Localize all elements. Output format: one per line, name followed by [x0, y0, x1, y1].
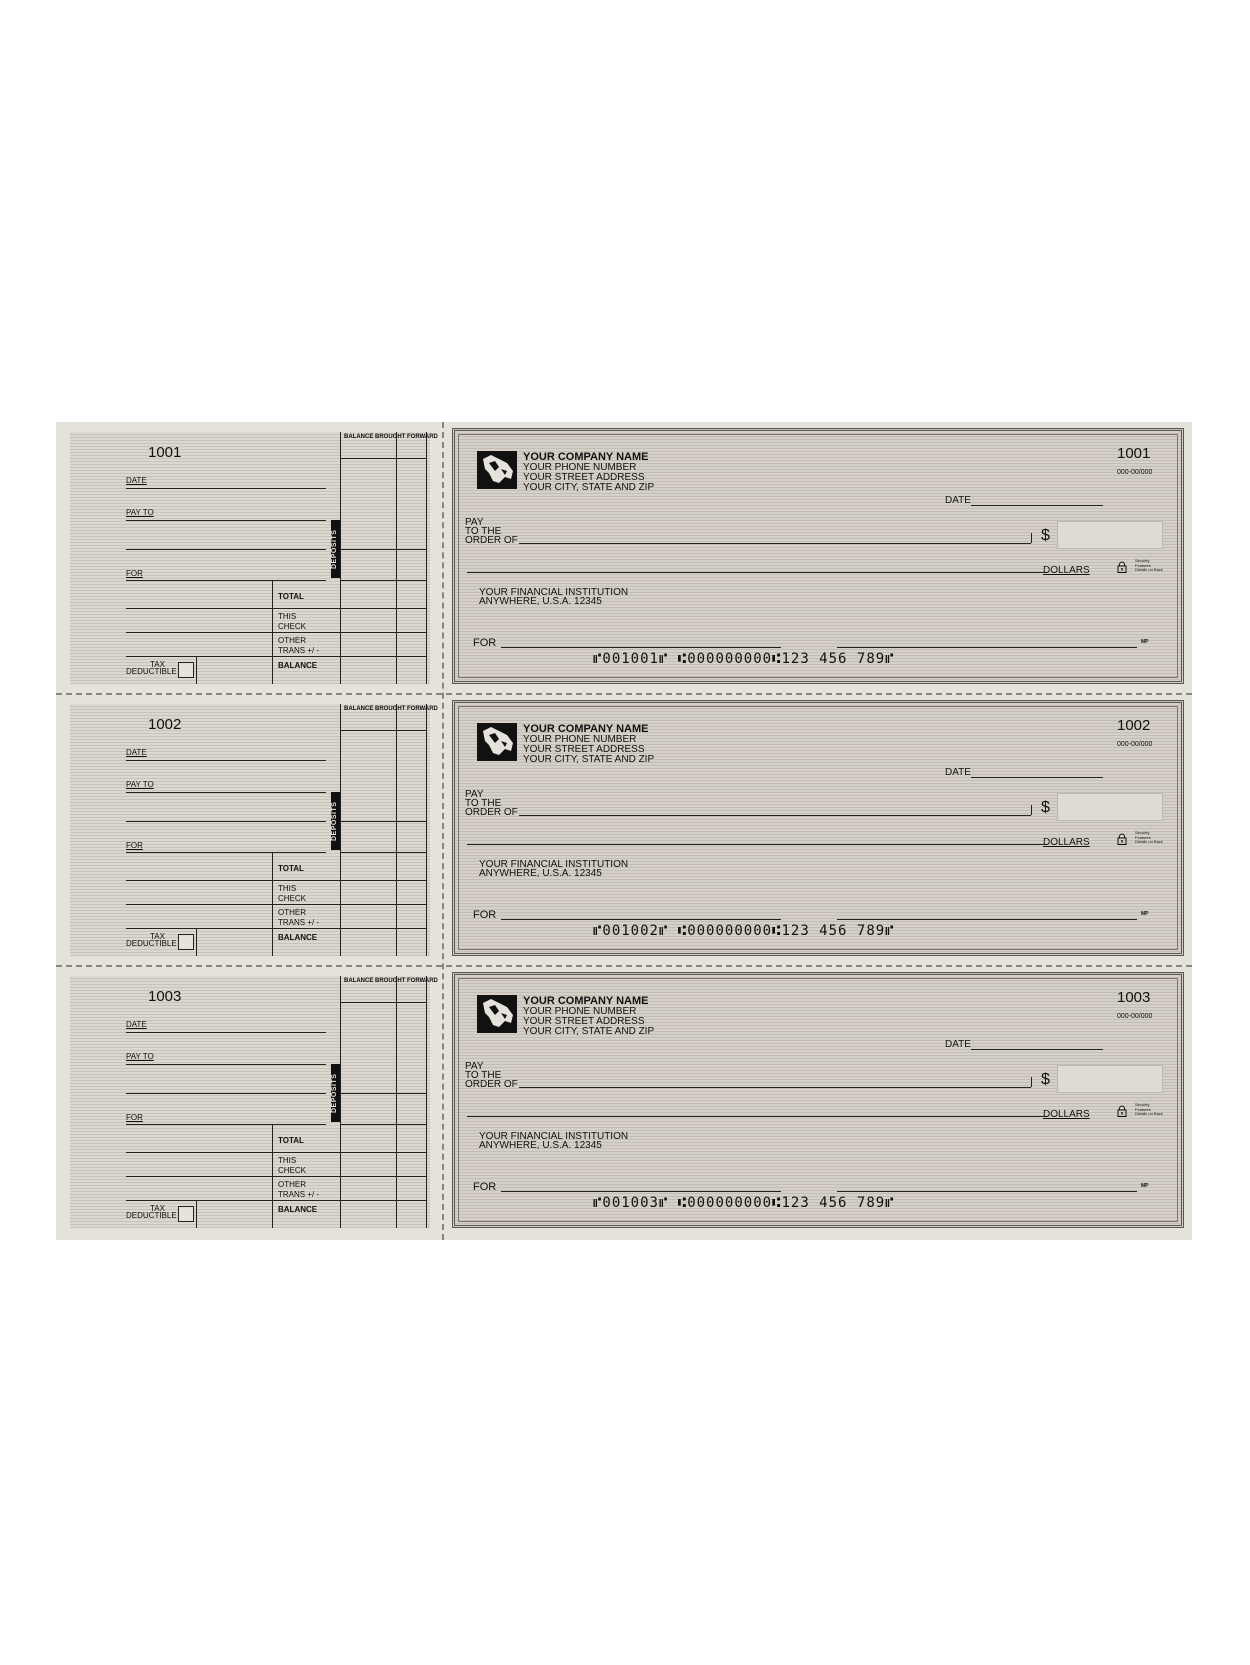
stub-payto-label: PAY TO: [126, 508, 154, 517]
check-number: 1003: [1117, 989, 1151, 1006]
ledger-col-mid: [396, 704, 397, 956]
ledger-line-2: [340, 821, 426, 822]
company-phone: YOUR PHONE NUMBER: [523, 734, 637, 745]
stub-thischeck-line: [272, 632, 426, 633]
company-phone: YOUR PHONE NUMBER: [523, 1006, 637, 1017]
stub-date-label: DATE: [126, 1020, 147, 1029]
deposits-label: DEPOSITS: [331, 520, 340, 578]
stub-payto-label: PAY TO: [126, 1052, 154, 1061]
amount-box[interactable]: [1057, 793, 1163, 821]
stub-payto-line-2: [126, 1093, 326, 1094]
stub-date-label: DATE: [126, 748, 147, 757]
stub-deductible-label: DEDUCTIBLE: [126, 667, 177, 676]
routing-fraction: 000-00/000: [1117, 469, 1153, 476]
bank-location: ANYWHERE, U.S.A. 12345: [479, 868, 602, 879]
micr-line: ⑈001003⑈ ⑆000000000⑆123 456 789⑈: [593, 1195, 895, 1211]
dollar-sign: $: [1041, 799, 1050, 816]
company-city: YOUR CITY, STATE AND ZIP: [523, 754, 655, 765]
pay-label-2: TO THE: [465, 1070, 502, 1081]
dollars-label: DOLLARS: [1043, 1109, 1090, 1120]
deposits-label: DEPOSITS: [331, 1064, 340, 1122]
memo-line[interactable]: [501, 919, 781, 920]
dollar-sign: $: [1041, 1071, 1050, 1088]
stub-total-line: [272, 608, 426, 609]
stub-trans-label: TRANS +/ -: [278, 1190, 320, 1199]
stub-check-number: 1001: [148, 444, 182, 461]
company-city: YOUR CITY, STATE AND ZIP: [523, 482, 655, 493]
amount-words-line[interactable]: [467, 1116, 1047, 1117]
deposits-label: DEPOSITS: [331, 792, 340, 850]
stub-this-label: THIS: [278, 884, 297, 893]
check-row-2: [56, 694, 1192, 966]
stub-balance-label: BALANCE: [278, 1205, 318, 1214]
pay-label-2: TO THE: [465, 798, 502, 809]
lock-icon: [1117, 1105, 1127, 1117]
stub-deductible-label: DEDUCTIBLE: [126, 1211, 177, 1220]
stub-payto-label: PAY TO: [126, 780, 154, 789]
date-label: DATE: [945, 495, 971, 506]
memo-line[interactable]: [501, 647, 781, 648]
stub-other-label: OTHER: [278, 636, 306, 645]
stub-thischeck-line: [272, 1176, 426, 1177]
stub-label-divider: [272, 580, 273, 684]
balance-forward-label: BALANCE BROUGHT FORWARD: [344, 978, 438, 984]
stub-other-label: OTHER: [278, 908, 306, 917]
check-sheet: [56, 422, 1192, 1240]
mp-mark: MP: [1141, 911, 1149, 917]
stub-line-c: [126, 1200, 272, 1201]
balance-forward-label: BALANCE BROUGHT FORWARD: [344, 434, 438, 440]
amount-box[interactable]: [1057, 521, 1163, 549]
routing-fraction: 000-00/000: [1117, 1013, 1153, 1020]
pay-label-1: PAY: [465, 517, 484, 528]
micr-line: ⑈001001⑈ ⑆000000000⑆123 456 789⑈: [593, 651, 895, 667]
stub-balance-label: BALANCE: [278, 933, 318, 942]
stub-payto-line-2: [126, 821, 326, 822]
pay-label-3: ORDER OF: [465, 807, 518, 818]
payee-line[interactable]: [519, 815, 1031, 816]
stub-date-label: DATE: [126, 476, 147, 485]
stub-line-b: [126, 1176, 272, 1177]
stub-line-a: [126, 608, 272, 609]
stub-line-b: [126, 904, 272, 905]
security-features-text: Security Features Details on Back: [1135, 1102, 1163, 1116]
ledger-col-left: [340, 432, 341, 684]
stub-check-number: 1003: [148, 988, 182, 1005]
payee-line-end: [1031, 1077, 1032, 1087]
tax-deductible-checkbox[interactable]: [178, 1206, 194, 1222]
ledger-line-2: [340, 1093, 426, 1094]
stub-tax-divider: [196, 1200, 197, 1228]
stub-date-line: [126, 1032, 326, 1033]
stub-check-label: CHECK: [278, 622, 307, 631]
company-name: YOUR COMPANY NAME: [523, 451, 649, 463]
check-stub: [70, 704, 438, 956]
check-number: 1001: [1117, 445, 1151, 462]
ledger-line-1: [340, 458, 426, 459]
company-street: YOUR STREET ADDRESS: [523, 744, 645, 755]
stub-for-label: FOR: [126, 841, 143, 850]
stub-date-line: [126, 760, 326, 761]
stub-othertrans-line: [272, 1200, 426, 1201]
stub-for-line: [126, 580, 326, 581]
company-street: YOUR STREET ADDRESS: [523, 472, 645, 483]
stub-total-label: TOTAL: [278, 1136, 304, 1145]
stub-tax-label: TAX: [150, 660, 165, 669]
ledger-col-right: [426, 432, 427, 684]
payee-line-end: [1031, 533, 1032, 543]
stub-trans-label: TRANS +/ -: [278, 646, 320, 655]
memo-line[interactable]: [501, 1191, 781, 1192]
dollar-sign: $: [1041, 527, 1050, 544]
ledger-col-mid: [396, 432, 397, 684]
stub-total-line: [272, 880, 426, 881]
check-number: 1002: [1117, 717, 1151, 734]
check-body: [452, 972, 1184, 1228]
date-label: DATE: [945, 767, 971, 778]
payee-line[interactable]: [519, 1087, 1031, 1088]
stub-trans-label: TRANS +/ -: [278, 918, 320, 927]
signature-line[interactable]: [837, 647, 1137, 648]
memo-label: FOR: [473, 909, 497, 921]
mp-mark: MP: [1141, 1183, 1149, 1189]
bank-name: YOUR FINANCIAL INSTITUTION: [479, 587, 629, 598]
company-name: YOUR COMPANY NAME: [523, 995, 649, 1007]
stub-label-divider: [272, 1124, 273, 1228]
ledger-col-mid: [396, 976, 397, 1228]
dollars-label: DOLLARS: [1043, 837, 1090, 848]
stub-for-label: FOR: [126, 1113, 143, 1122]
bull-icon: [477, 723, 517, 761]
signature-line[interactable]: [837, 919, 1137, 920]
amount-box[interactable]: [1057, 1065, 1163, 1093]
company-logo: [477, 723, 517, 761]
bank-location: ANYWHERE, U.S.A. 12345: [479, 1140, 602, 1151]
company-city: YOUR CITY, STATE AND ZIP: [523, 1026, 655, 1037]
balance-forward-label: BALANCE BROUGHT FORWARD: [344, 706, 438, 712]
signature-line[interactable]: [837, 1191, 1137, 1192]
amount-words-line[interactable]: [467, 844, 1047, 845]
stub-othertrans-line: [272, 928, 426, 929]
stub-line-c: [126, 928, 272, 929]
stub-tax-divider: [196, 928, 197, 956]
company-name: YOUR COMPANY NAME: [523, 723, 649, 735]
amount-words-line[interactable]: [467, 572, 1047, 573]
bank-name: YOUR FINANCIAL INSTITUTION: [479, 859, 629, 870]
ledger-line-3: [340, 580, 426, 581]
routing-fraction: 000-00/000: [1117, 741, 1153, 748]
stub-othertrans-line: [272, 656, 426, 657]
security-features-text: Security Features Details on Back: [1135, 558, 1163, 572]
stub-check-label: CHECK: [278, 1166, 307, 1175]
pay-label-3: ORDER OF: [465, 535, 518, 546]
bank-name: YOUR FINANCIAL INSTITUTION: [479, 1131, 629, 1142]
stub-other-label: OTHER: [278, 1180, 306, 1189]
stub-balance-label: BALANCE: [278, 661, 318, 670]
memo-label: FOR: [473, 1181, 497, 1193]
bull-icon: [477, 995, 517, 1033]
check-body: [452, 428, 1184, 684]
stub-total-label: TOTAL: [278, 592, 304, 601]
company-logo: [477, 995, 517, 1033]
ledger-col-left: [340, 704, 341, 956]
check-stub: [70, 432, 438, 684]
check-row-1: [56, 422, 1192, 694]
lock-icon: [1117, 833, 1127, 845]
stub-this-label: THIS: [278, 1156, 297, 1165]
stub-payto-line-1: [126, 1064, 326, 1065]
date-line[interactable]: [971, 1049, 1103, 1050]
stub-tax-label: TAX: [150, 932, 165, 941]
stub-this-label: THIS: [278, 612, 297, 621]
stub-label-divider: [272, 852, 273, 956]
pay-label-1: PAY: [465, 1061, 484, 1072]
stub-line-b: [126, 632, 272, 633]
micr-line: ⑈001002⑈ ⑆000000000⑆123 456 789⑈: [593, 923, 895, 939]
stub-check-number: 1002: [148, 716, 182, 733]
ledger-col-left: [340, 976, 341, 1228]
stub-line-a: [126, 1152, 272, 1153]
company-street: YOUR STREET ADDRESS: [523, 1016, 645, 1027]
stub-payto-line-1: [126, 792, 326, 793]
stub-thischeck-line: [272, 904, 426, 905]
ledger-col-right: [426, 976, 427, 1228]
payee-line[interactable]: [519, 543, 1031, 544]
mp-mark: MP: [1141, 639, 1149, 645]
stub-total-line: [272, 1152, 426, 1153]
dollars-label: DOLLARS: [1043, 565, 1090, 576]
pay-label-1: PAY: [465, 789, 484, 800]
ledger-line-2: [340, 549, 426, 550]
date-label: DATE: [945, 1039, 971, 1050]
stub-line-c: [126, 656, 272, 657]
stub-for-label: FOR: [126, 569, 143, 578]
pay-label-2: TO THE: [465, 526, 502, 537]
stub-tax-divider: [196, 656, 197, 684]
check-row-3: [56, 966, 1192, 1238]
lock-icon: [1117, 561, 1127, 573]
ledger-col-right: [426, 704, 427, 956]
stub-line-a: [126, 880, 272, 881]
stub-tax-label: TAX: [150, 1204, 165, 1213]
company-phone: YOUR PHONE NUMBER: [523, 462, 637, 473]
date-line[interactable]: [971, 777, 1103, 778]
memo-label: FOR: [473, 637, 497, 649]
stub-payto-line-2: [126, 549, 326, 550]
bank-location: ANYWHERE, U.S.A. 12345: [479, 596, 602, 607]
check-body: [452, 700, 1184, 956]
ledger-line-1: [340, 1002, 426, 1003]
tax-deductible-checkbox[interactable]: [178, 662, 194, 678]
stub-check-label: CHECK: [278, 894, 307, 903]
pay-label-3: ORDER OF: [465, 1079, 518, 1090]
company-logo: [477, 451, 517, 489]
check-stub: [70, 976, 438, 1228]
payee-line-end: [1031, 805, 1032, 815]
stub-for-line: [126, 852, 326, 853]
stub-date-line: [126, 488, 326, 489]
date-line[interactable]: [971, 505, 1103, 506]
ledger-line-3: [340, 1124, 426, 1125]
bull-icon: [477, 451, 517, 489]
stub-total-label: TOTAL: [278, 864, 304, 873]
stub-payto-line-1: [126, 520, 326, 521]
tax-deductible-checkbox[interactable]: [178, 934, 194, 950]
ledger-line-1: [340, 730, 426, 731]
stub-for-line: [126, 1124, 326, 1125]
ledger-line-3: [340, 852, 426, 853]
stub-deductible-label: DEDUCTIBLE: [126, 939, 177, 948]
security-features-text: Security Features Details on Back: [1135, 830, 1163, 844]
